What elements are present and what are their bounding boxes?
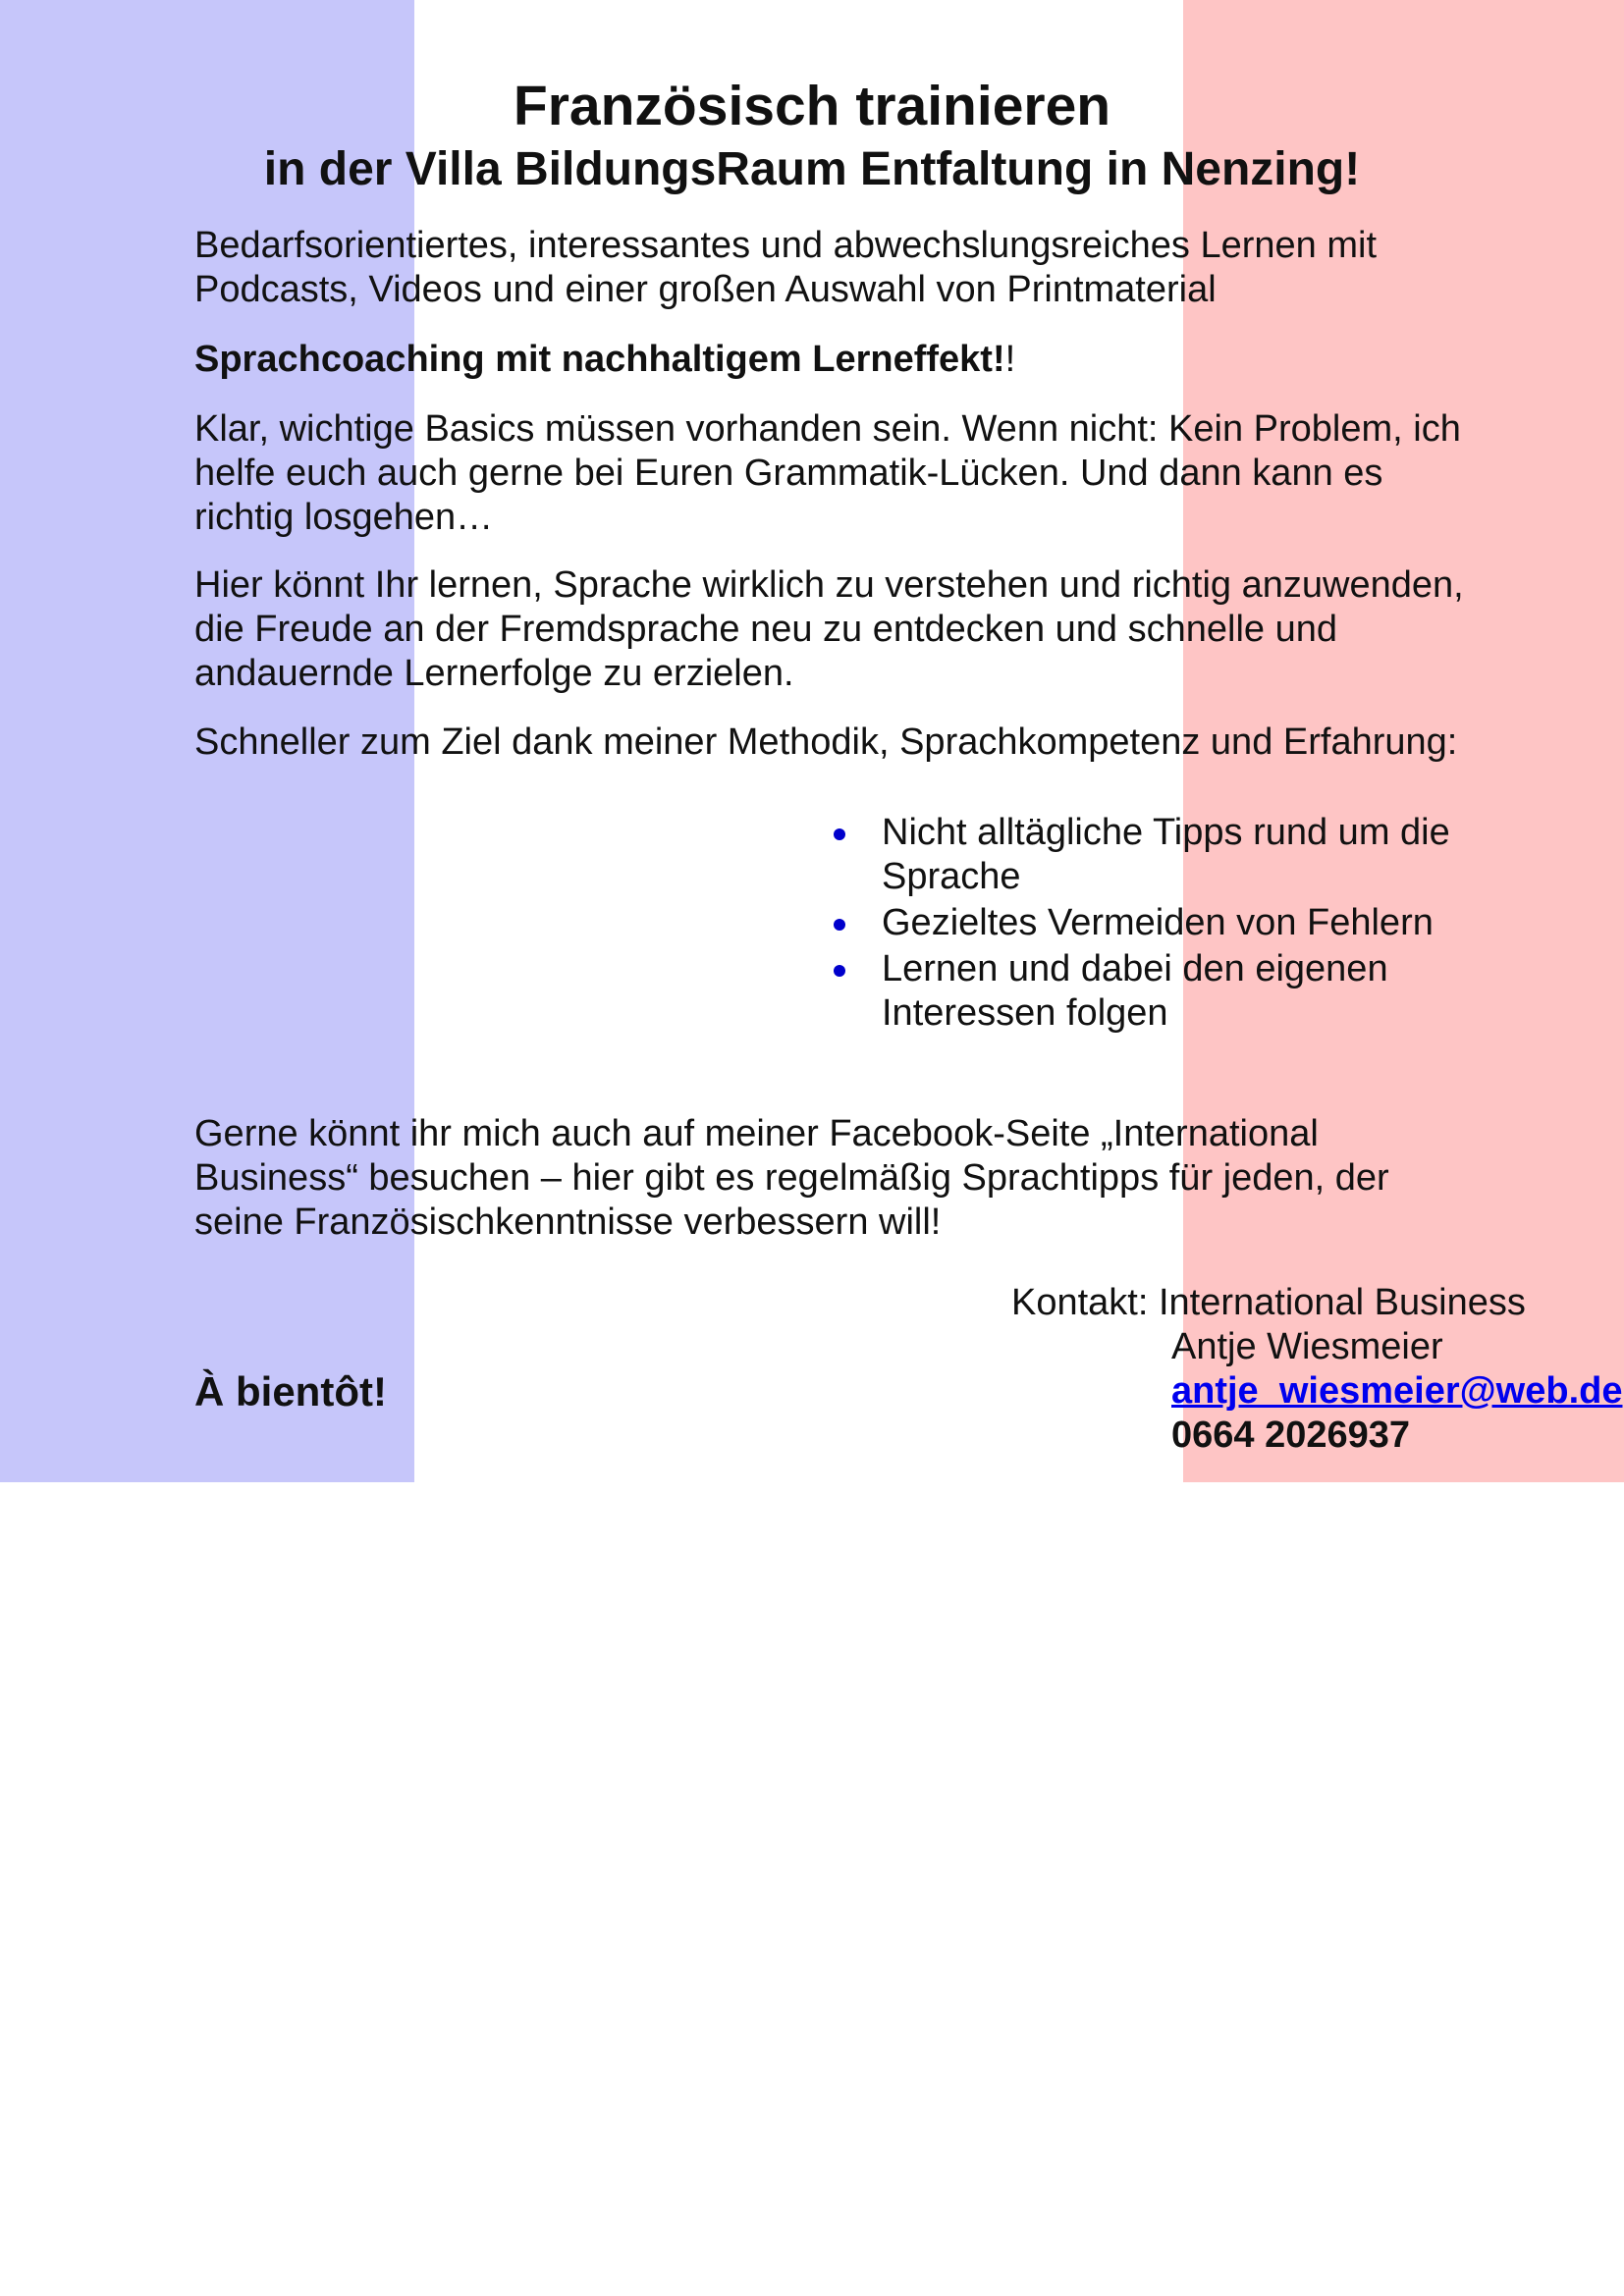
- contact-email-link[interactable]: antje_wiesmeier@web.de: [1171, 1370, 1623, 1412]
- basics-paragraph: Klar, wichtige Basics müssen vorhanden sein. Wenn nicht: Kein Problem, ich helfe euch auch gerne bei Euren Grammatik-Lücken. Und dann kann es richtig losgehen…: [194, 408, 1461, 538]
- contact-name: Antje Wiesmeier: [1171, 1326, 1443, 1367]
- page-title: Französisch trainieren: [513, 75, 1111, 137]
- page-subtitle: in der Villa BildungsRaum Entfaltung in Nenzing!: [263, 143, 1361, 195]
- greeting: À bientôt!: [194, 1368, 387, 1415]
- list-item-text: Lernen und dabei den eigenen Interessen folgen: [882, 948, 1388, 1034]
- coaching-headline-bold: Sprachcoaching mit nachhaltigem Lerneffekt!: [194, 339, 1005, 380]
- list-item: [830, 811, 1458, 899]
- coaching-headline: [194, 338, 1471, 382]
- list-item-text: Gezieltes Vermeiden von Fehlern: [882, 902, 1434, 943]
- contact-details: [1171, 1325, 1622, 1458]
- contact-label: Kontakt: International Business: [1011, 1282, 1526, 1323]
- learning-paragraph: Hier könnt Ihr lernen, Sprache wirklich zu verstehen und richtig anzuwenden, die Freude an der Fremdsprache neu zu entdecken und schnelle und andauernde Lernerfolge zu erzielen.: [194, 564, 1464, 694]
- method-paragraph: Schneller zum Ziel dank meiner Methodik, Sprachkompetenz und Erfahrung:: [194, 721, 1458, 763]
- list-item: [830, 901, 1458, 945]
- list-item: [830, 947, 1458, 1036]
- contact-phone: 0664 2026937: [1171, 1415, 1411, 1456]
- benefits-list: [830, 811, 1458, 1038]
- coaching-headline-tail: !: [1004, 339, 1016, 380]
- list-item-text: Nicht alltägliche Tipps rund um die Sprache: [882, 812, 1450, 897]
- facebook-paragraph: Gerne könnt ihr mich auch auf meiner Facebook-Seite „International Business“ besuchen – hier gibt es regelmäßig Sprachtipps für jeden, der seine Französischkenntnisse verbessern will!: [194, 1113, 1389, 1243]
- bullet-icon: [834, 965, 845, 977]
- bullet-icon: [834, 919, 845, 931]
- bullet-icon: [834, 828, 845, 840]
- intro-paragraph: Bedarfsorientiertes, interessantes und abwechslungsreiches Lernen mit Podcasts, Videos und einer großen Auswahl von Printmaterial: [194, 225, 1377, 310]
